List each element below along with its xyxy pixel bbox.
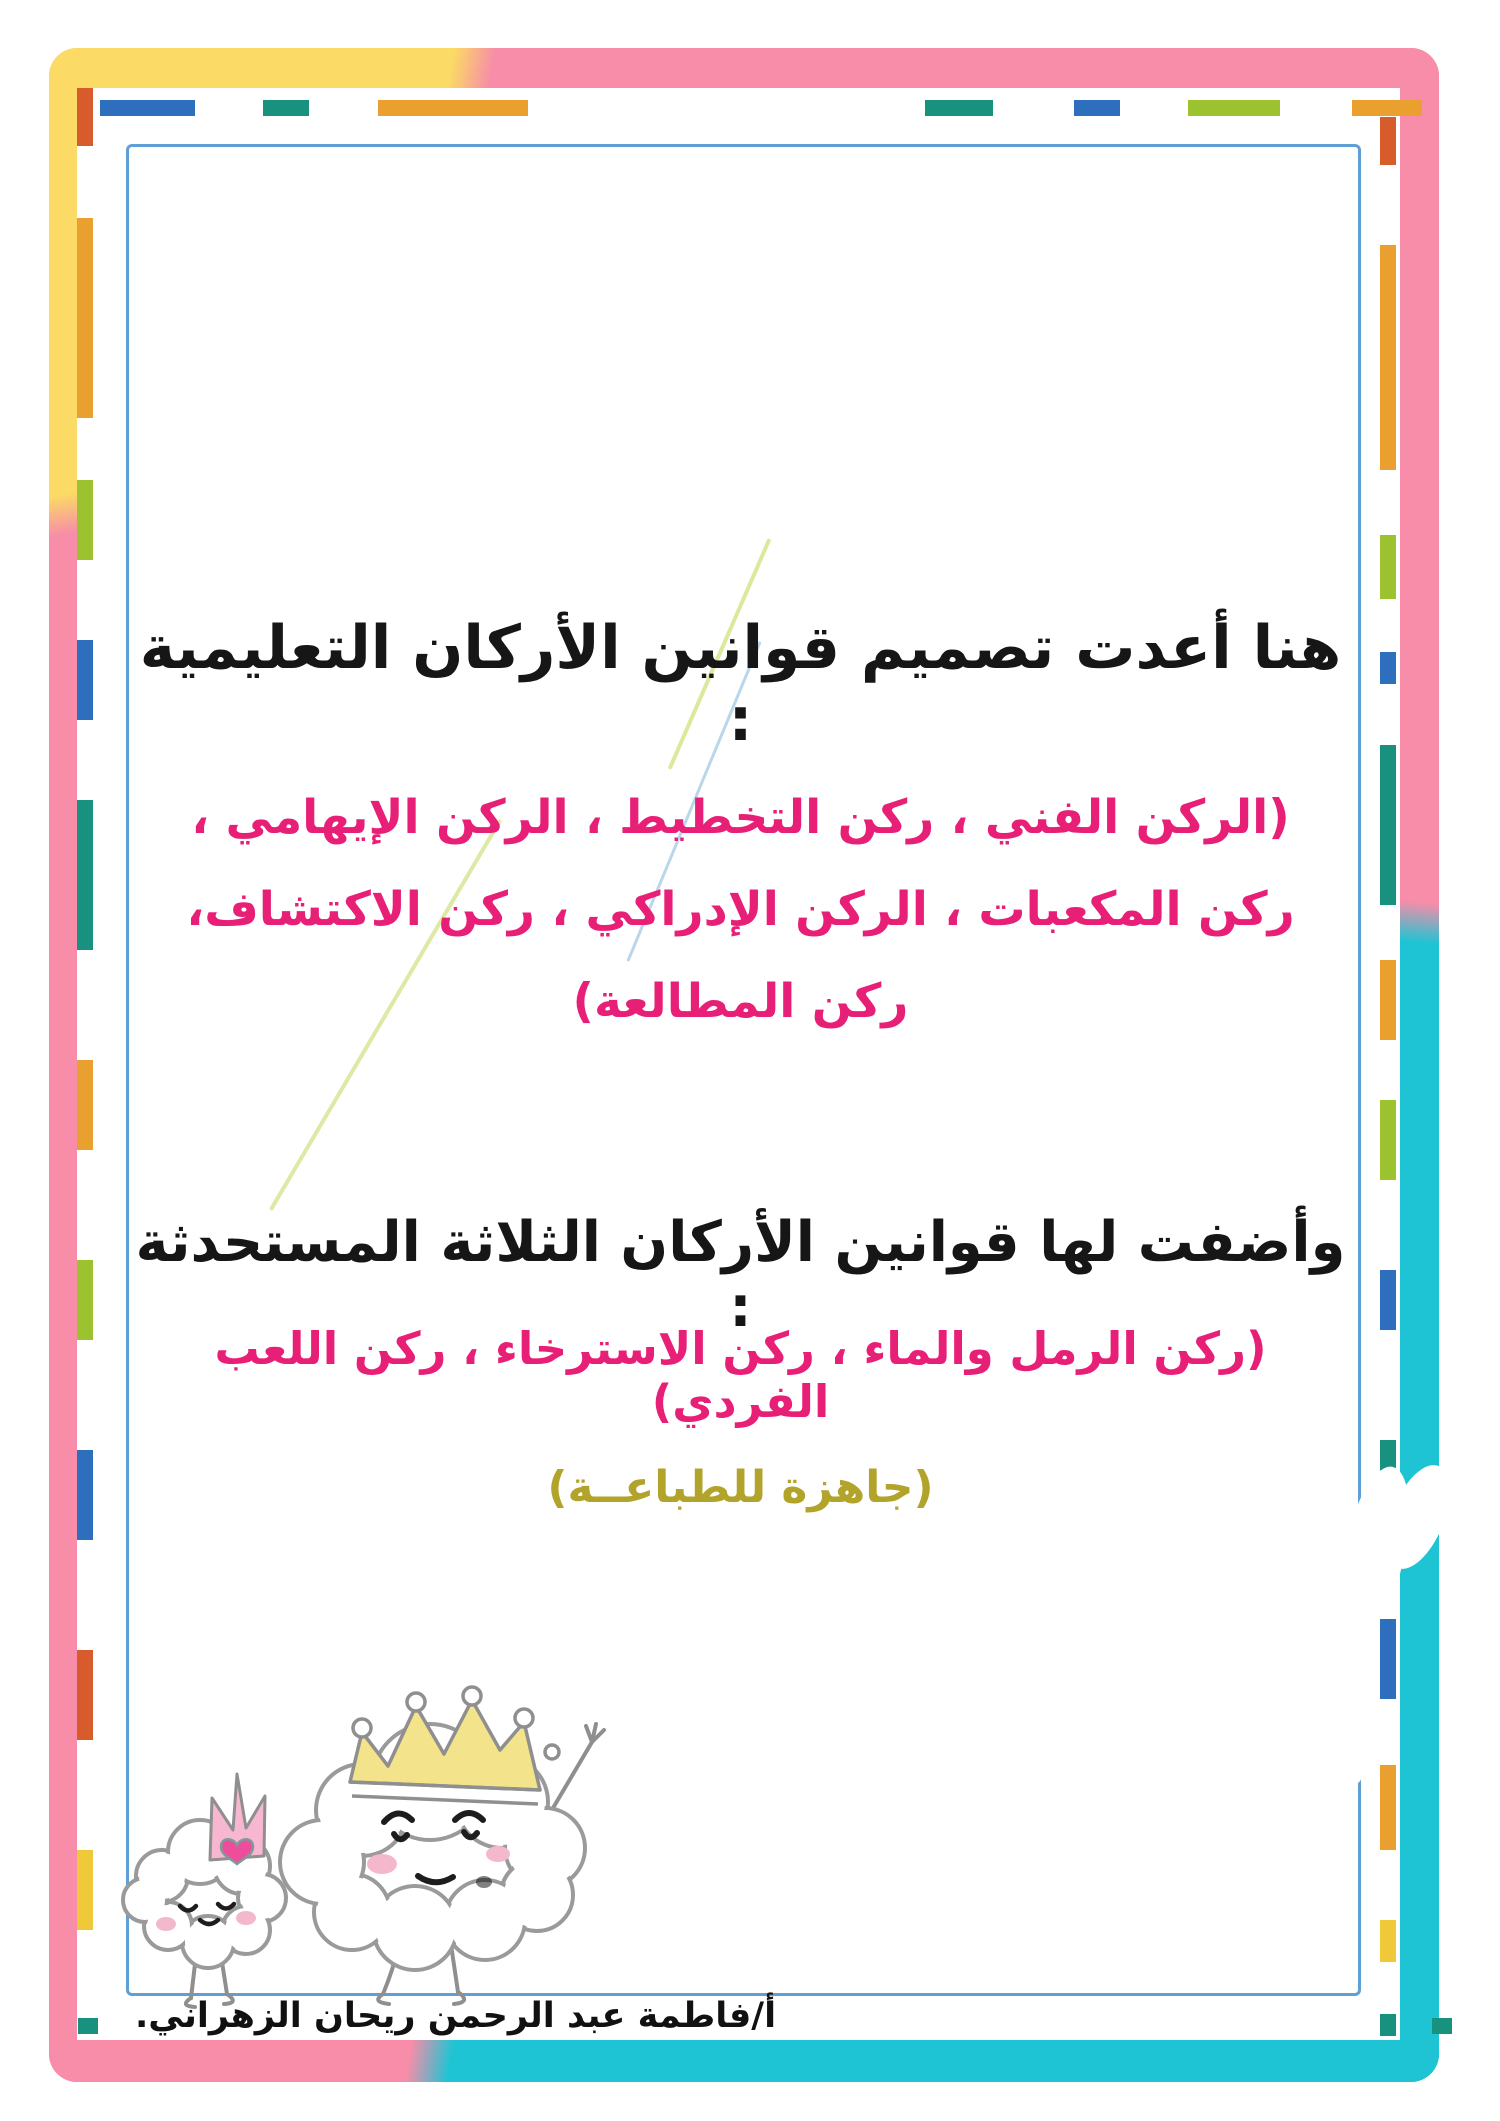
border-dash-right [1380, 117, 1396, 165]
border-dash-right [1380, 1765, 1396, 1850]
frame-left-bar [49, 48, 77, 2082]
frame-top-bar [49, 48, 1439, 88]
border-dash-left [77, 1060, 93, 1150]
corners-line-3: ركن المطالعة) [572, 974, 909, 1029]
border-dash-left [77, 1850, 93, 1930]
border-dash-left [77, 800, 93, 950]
border-dash-top [1188, 100, 1280, 116]
main-heading: هنا أعدت تصميم قوانين الأركان التعليمية : [139, 613, 1342, 755]
border-dash-left [77, 640, 93, 720]
new-corners-list: (ركن الرمل والماء ، ركن الاسترخاء ، ركن اللعب الفردي) [214, 1322, 1267, 1428]
border-dash-bottom [1432, 2018, 1452, 2034]
border-dash-left [77, 1260, 93, 1340]
border-dash-left [77, 218, 93, 418]
border-dash-top [925, 100, 993, 116]
border-dash-right [1380, 1920, 1396, 1962]
border-dash-right [1380, 1100, 1396, 1180]
border-dash-top [100, 100, 195, 116]
secondary-heading: وأضفت لها قوانين الأركان الثلاثة المستحدثة : [135, 1210, 1346, 1340]
border-dash-top [263, 100, 309, 116]
border-dash-right [1380, 1619, 1396, 1699]
border-dash-left [77, 1450, 93, 1540]
border-dash-right [1380, 1270, 1396, 1330]
clouds-illustration [100, 1680, 620, 2010]
border-dash-right [1380, 2014, 1396, 2036]
ready-for-print-note: (جاهزة للطباعــة) [547, 1462, 934, 1513]
border-dash-right [1380, 652, 1396, 684]
border-dash-left [77, 480, 93, 560]
border-dash-right [1380, 245, 1396, 470]
educational-corners-list [126, 772, 1355, 1048]
border-dash-top [1074, 100, 1120, 116]
princess-crown-icon [210, 1774, 265, 1864]
frame-bottom-bar [49, 2040, 1439, 2082]
border-dash-top [378, 100, 528, 116]
frame-right-bar [1400, 48, 1439, 2082]
author-signature: أ/فاطمة عبد الرحمن ريحان الزهراني. [135, 1996, 777, 2036]
border-dash-top [1352, 100, 1422, 116]
border-dash-bottom [78, 2018, 98, 2034]
border-dash-left [77, 1650, 93, 1740]
corners-line-2: ركن المكعبات ، الركن الإدراكي ، ركن الاكتشاف، [186, 882, 1295, 937]
border-dash-left [77, 88, 93, 146]
border-dash-right [1380, 535, 1396, 599]
corners-line-1: (الركن الفني ، ركن التخطيط ، الركن الإيهامي ، [191, 790, 1290, 845]
border-dash-right [1380, 745, 1396, 905]
border-dash-right [1380, 960, 1396, 1040]
